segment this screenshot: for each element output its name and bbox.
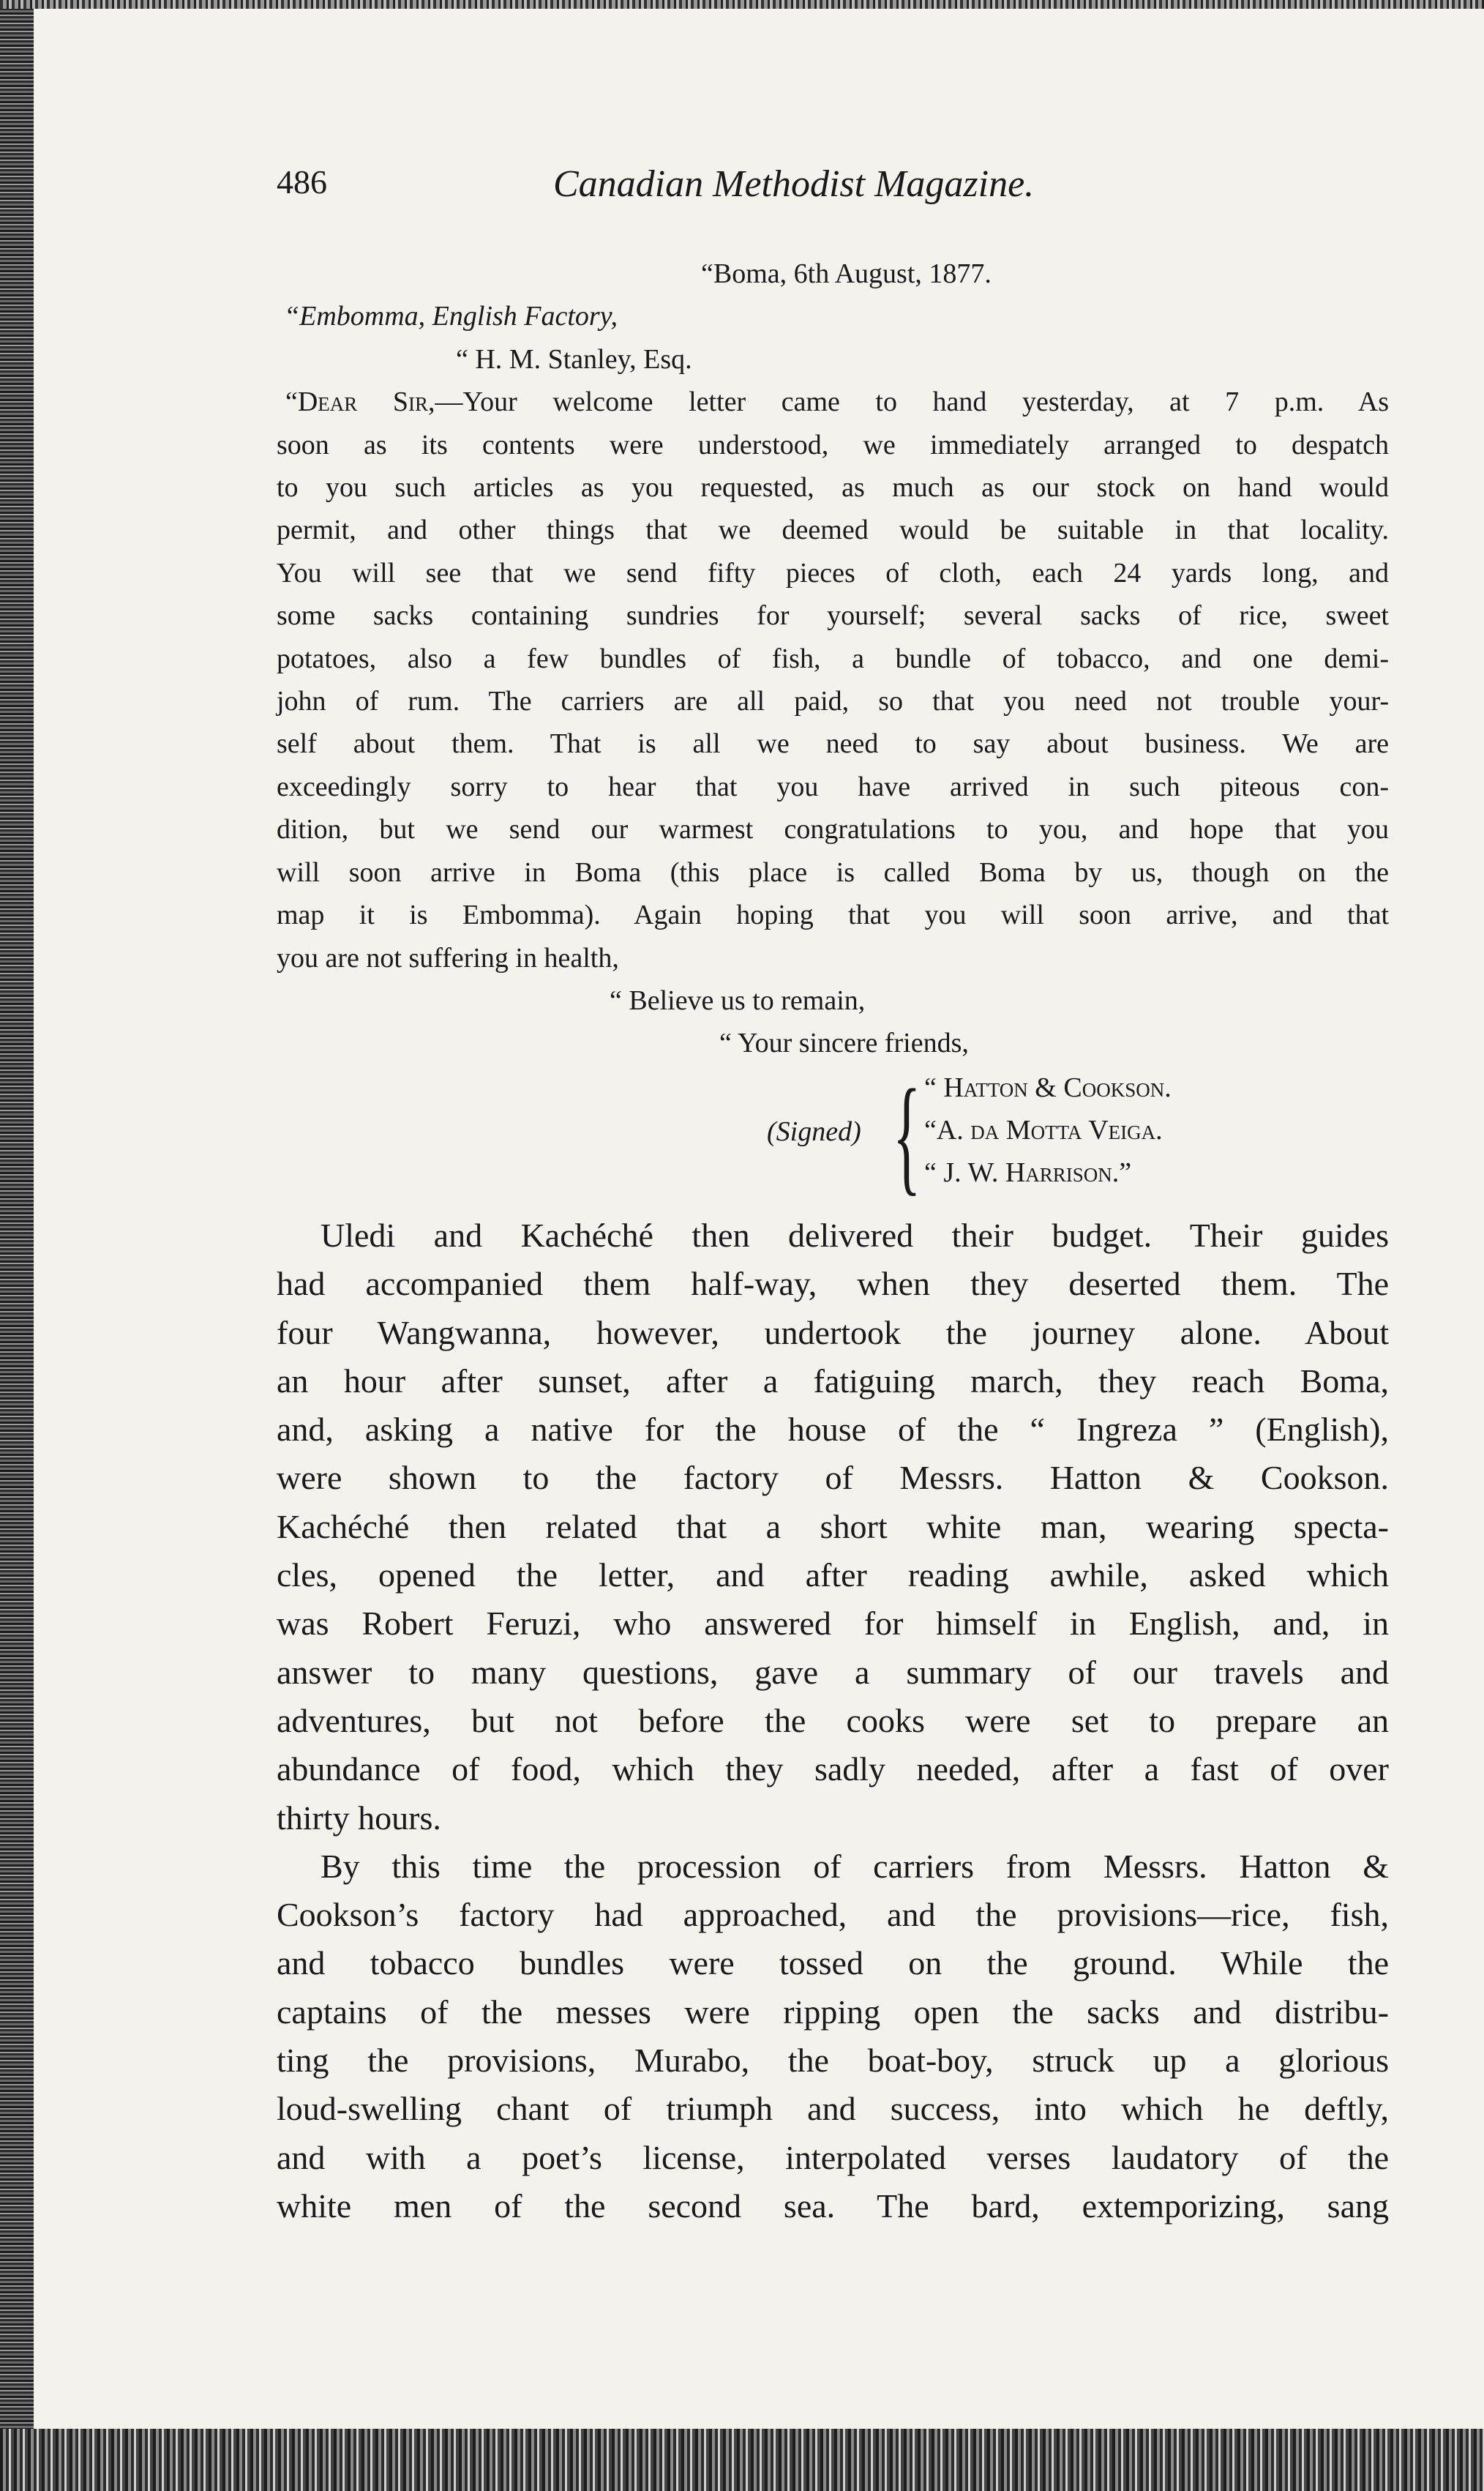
paragraph-line: captains of the messes were ripping open the sacks and distribu- (277, 1993, 1389, 2031)
paragraph-line: answer to many questions, gave a summary of our travels and (277, 1653, 1389, 1691)
paragraph-line: cles, opened the letter, and after reading awhile, asked which (277, 1556, 1389, 1594)
paragraph-line: and, asking a native for the house of the “ Ingreza ” (English), (277, 1411, 1389, 1449)
letter-line: you are not suffering in health, (277, 942, 619, 974)
paragraph-line: loud-swelling chant of triumph and success, into which he deftly, (277, 2090, 1389, 2128)
paragraph-line: were shown to the factory of Messrs. Hatton & Cookson. (277, 1459, 1389, 1497)
letter-line: You will see that we send fifty pieces of cloth, each 24 yards long, and (277, 557, 1389, 589)
letter-address: “Embomma, English Factory, (284, 301, 618, 332)
paragraph-line: Cookson’s factory had approached, and the provisions—rice, fish, (277, 1896, 1389, 1934)
letter-line: to you such articles as you requested, as much as our stock on hand would (277, 472, 1389, 504)
body-text (277, 1211, 1389, 2230)
paragraph-line: white men of the second sea. The bard, extemporizing, sang (277, 2186, 1389, 2225)
paragraph-line: was Robert Feruzi, who answered for himself in English, and, in (277, 1605, 1389, 1643)
letter-dateline: “Boma, 6th August, 1877. (701, 258, 992, 289)
letter-line: exceedingly sorry to hear that you have arrived in such piteous con- (277, 771, 1389, 802)
paragraph-line: By this time the procession of carriers from Messrs. Hatton & (321, 1847, 1389, 1885)
paragraph-line: and with a poet’s license, interpolated verses laudatory of the (277, 2138, 1389, 2176)
letter (277, 253, 1389, 1207)
paragraph-line: ting the provisions, Murabo, the boat-boy, struck up a glorious (277, 2042, 1389, 2080)
paragraph-line: an hour after sunset, after a fatiguing march, they reach Boma, (277, 1362, 1389, 1400)
paragraph-line: Kachéché then related that a short white man, wearing specta- (277, 1507, 1389, 1545)
letter-line-text: Your welcome letter came to hand yesterday, at 7 p.m. As (462, 386, 1389, 418)
running-head: Canadian Methodist Magazine. (553, 163, 1035, 205)
letter-line: john of rum. The carriers are all paid, so that you need not trouble your- (277, 686, 1389, 717)
letter-line: soon as its contents were understood, we immediately arranged to despatch (277, 429, 1389, 460)
letter-line: potatoes, also a few bundles of fish, a bundle of tobacco, and one demi- (277, 643, 1389, 674)
signed-label: (Signed) (767, 1116, 861, 1147)
paragraph-line: had accompanied them half-way, when they deserted them. The (277, 1265, 1389, 1303)
letter-line (277, 381, 1389, 423)
paragraph-line: adventures, but not before the cooks were set to prepare an (277, 1701, 1389, 1739)
scan-edge-bottom (0, 2429, 1484, 2491)
paragraph-line: thirty hours. (277, 1799, 441, 1837)
paragraph-line: four Wangwanna, however, undertook the journey alone. About (277, 1313, 1389, 1351)
letter-line: will soon arrive in Boma (this place is called Boma by us, though on the (277, 856, 1389, 888)
letter-line: some sacks containing sundries for yourself; several sacks of rice, sweet (277, 600, 1389, 632)
letter-line: dition, but we send our warmest congratulations to you, and hope that you (277, 814, 1389, 845)
letter-line: map it is Embomma). Again hoping that you will soon arrive, and that (277, 900, 1389, 931)
paragraph-line: abundance of food, which they sadly needed, after a fast of over (277, 1750, 1389, 1788)
page-header (277, 163, 1389, 214)
letter-line: permit, and other things that we deemed would be suitable in that locality. (277, 515, 1389, 546)
letter-recipient: “ H. M. Stanley, Esq. (456, 343, 692, 375)
letter-salutation: “Dear Sir,— (285, 386, 463, 418)
paragraph-line: Uledi and Kachéché then delivered their budget. Their guides (321, 1217, 1389, 1254)
signature: “A. da Motta Veiga. (924, 1114, 1163, 1146)
signature: “ J. W. Harrison.” (924, 1157, 1132, 1188)
letter-closing: “ Your sincere friends, (719, 1028, 969, 1059)
paragraph-line: and tobacco bundles were tossed on the ground. While the (277, 1944, 1389, 1982)
scan-edge-top (0, 0, 1484, 9)
scan-edge-left (0, 0, 34, 2491)
letter-line: self about them. That is all we need to say about business. We are (277, 728, 1389, 760)
signature-list (924, 1067, 1172, 1194)
page-number: 486 (277, 163, 327, 201)
signature-block (277, 1061, 1389, 1207)
signature: “ Hatton & Cookson. (924, 1072, 1172, 1103)
brace-icon: { (893, 1061, 921, 1207)
letter-closing: “ Believe us to remain, (610, 985, 866, 1016)
